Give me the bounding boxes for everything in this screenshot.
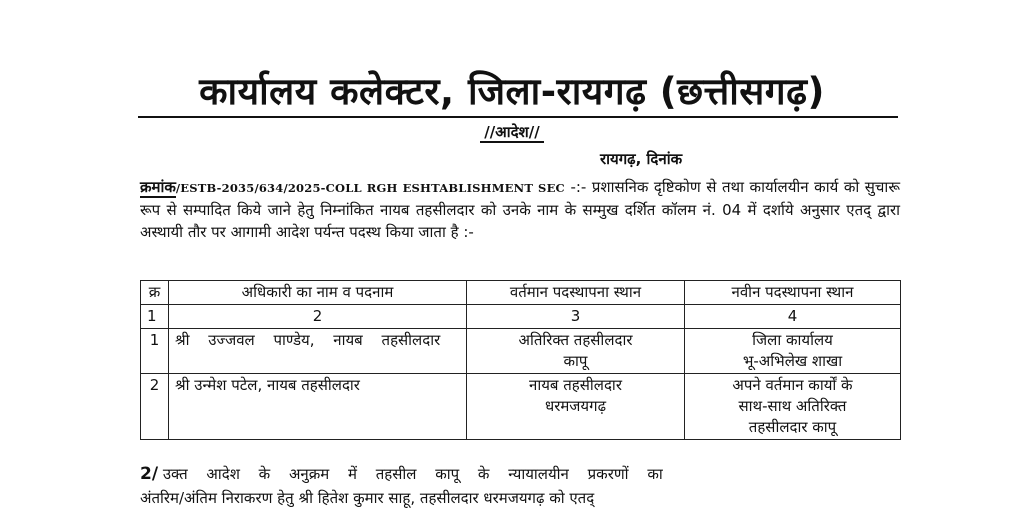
row-officer-name: श्री उज्जवल पाण्डेय, नायब तहसीलदार	[169, 329, 467, 374]
paragraph-two-text: उक्त आदेश के अनुक्रम में तहसील कापू के न्यायालयीन प्रकरणों का	[162, 465, 663, 483]
table-row	[141, 374, 901, 440]
order-heading	[0, 122, 1024, 142]
place-date: रायगढ़, दिनांक	[600, 150, 683, 168]
paragraph-two-line: अंतरिम/अंतिम निराकरण हेतु श्री हितेश कुमार साहू, तहसीलदार धरमजयगढ़ को एतद्	[140, 489, 595, 507]
col-number: 3	[467, 305, 685, 329]
new-posting-line: तहसीलदार कापू	[748, 418, 837, 436]
new-posting-line: भू-अभिलेख शाखा	[742, 352, 843, 370]
current-posting-line: नायब तहसीलदार	[529, 376, 622, 394]
new-posting-line: अपने वर्तमान कार्यों के	[732, 376, 853, 394]
paragraph-two	[140, 462, 900, 510]
intro-paragraph	[140, 176, 900, 243]
col-number: 4	[685, 305, 901, 329]
header-officer-name: अधिकारी का नाम व पदनाम	[169, 281, 467, 305]
new-posting-line: साथ-साथ अतिरिक्त	[738, 397, 847, 415]
order-heading-text: //आदेश//	[480, 123, 543, 143]
header-sno: क्र	[141, 281, 169, 305]
intro-text: प्रशासनिक दृष्टिकोण से तथा कार्यालयीन कार्य को सुचारू रूप से सम्पादित किये जाने हेतु निम्नांकित नायब तहसीलदार को उनके नाम के सम्मुख दर्शित कॉलम नं. 04 में दर्शाये अनुसार एतद् द्वारा अस्थायी तौर पर आगामी आदेश पर्यन्त पदस्थ किया जाता है :-	[140, 178, 900, 241]
current-posting-line: अतिरिक्त तहसीलदार	[518, 331, 633, 349]
row-officer-name: श्री उन्मेश पटेल, नायब तहसीलदार	[169, 374, 467, 440]
row-new-posting	[685, 329, 901, 374]
row-current-posting	[467, 329, 685, 374]
reference-number: /ESTB-2035/634/2025-COLL RGH ESHTABLISHMENT SEC	[175, 181, 565, 195]
row-new-posting	[685, 374, 901, 440]
row-sno: 1	[141, 329, 169, 374]
row-sno: 2	[141, 374, 169, 440]
new-posting-line: जिला कार्यालय	[752, 331, 833, 349]
col-number: 1	[141, 305, 169, 329]
row-current-posting	[467, 374, 685, 440]
column-number-row	[141, 305, 901, 329]
reference-separator: -:-	[570, 178, 587, 196]
title-underline	[138, 116, 898, 118]
header-new-posting: नवीन पदस्थापना स्थान	[685, 281, 901, 305]
current-posting-line: कापू	[563, 352, 588, 370]
current-posting-line: धरमजयगढ़	[544, 397, 607, 415]
reference-label: क्रमांक	[140, 178, 176, 196]
col-number: 2	[169, 305, 467, 329]
header-current-posting: वर्तमान पदस्थापना स्थान	[467, 281, 685, 305]
page-title: कार्यालय कलेक्टर, जिला-रायगढ़ (छत्तीसगढ़)	[199, 70, 825, 113]
paragraph-two-line	[140, 462, 900, 486]
posting-table	[140, 280, 901, 440]
table-row	[141, 329, 901, 374]
paragraph-number: 2/	[140, 464, 159, 484]
table-header-row	[141, 281, 901, 305]
